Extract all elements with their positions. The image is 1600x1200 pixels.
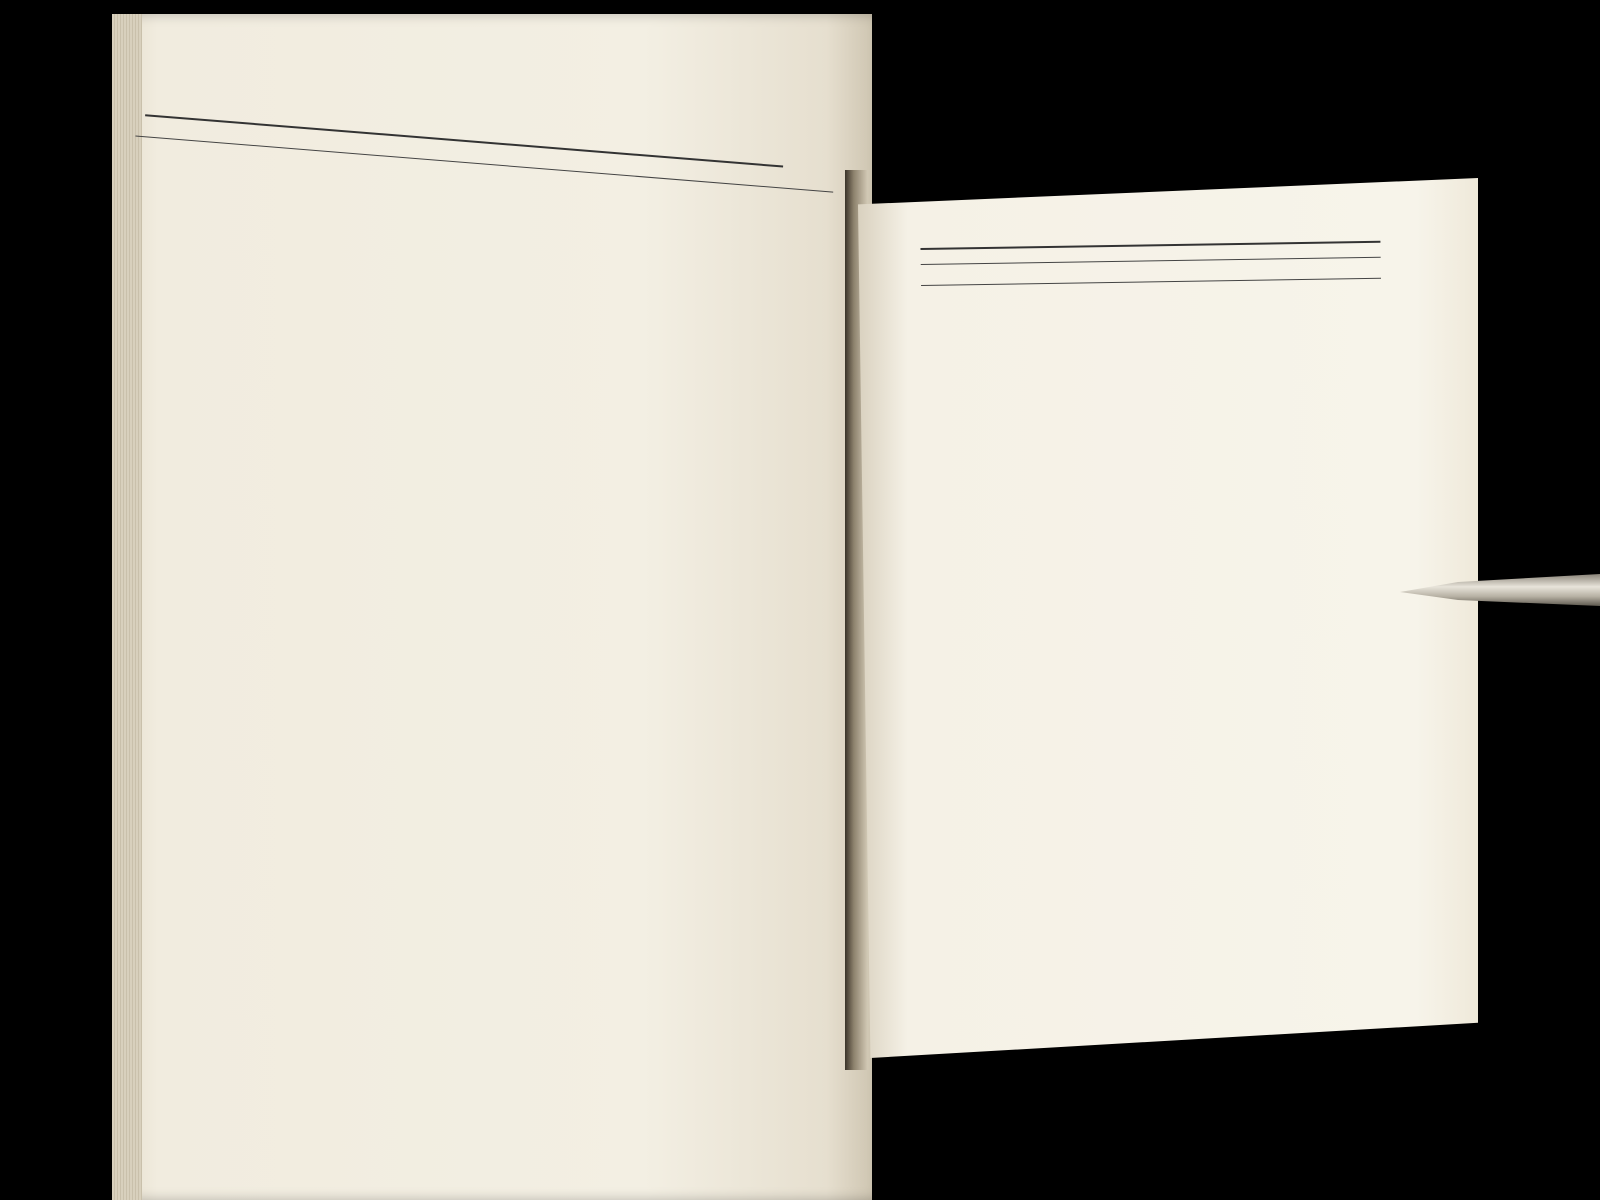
right-page-text — [920, 211, 1381, 302]
r-entry-3-rule — [921, 278, 1381, 286]
left-page-text — [61, 0, 845, 1113]
r-entry-2-rule — [921, 257, 1381, 265]
r-entry-3-heading-row — [921, 289, 1381, 296]
right-page — [858, 178, 1478, 1058]
pen-pointer-icon — [1398, 572, 1600, 608]
r-entry-2-text — [921, 264, 1381, 271]
r-entry-2-heading-row — [921, 264, 1381, 271]
